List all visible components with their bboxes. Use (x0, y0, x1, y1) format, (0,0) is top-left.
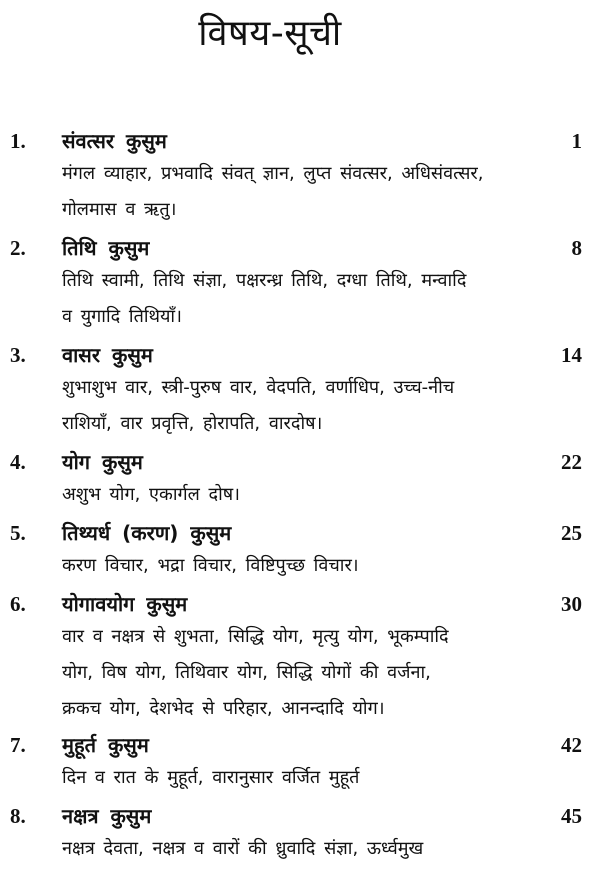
entry-description-line: क्रकच योग, देशभेद से परिहार, आनन्दादि योग। (62, 698, 385, 719)
entry-title: तिथ्यर्ध (करण) कुसुम (62, 521, 232, 545)
entry-title: मुहूर्त कुसुम (62, 733, 149, 757)
entry-title: योगावयोग कुसुम (62, 592, 188, 616)
entry-heading (0, 340, 600, 370)
entry-description-line: अशुभ योग, एकार्गल दोष। (62, 484, 240, 505)
toc-entry (0, 233, 600, 335)
entry-title: तिथि कुसुम (62, 236, 150, 260)
toc-entry (0, 589, 600, 727)
entry-heading (0, 801, 600, 831)
entry-number: 8. (10, 804, 26, 828)
entry-heading (0, 126, 600, 156)
entry-description-line: करण विचार, भद्रा विचार, विष्टिपुच्छ विचार। (62, 555, 359, 576)
entry-heading (0, 730, 600, 760)
entry-page-number: 30 (561, 592, 582, 616)
toc-entry (0, 447, 600, 513)
entry-description-line: तिथि स्वामी, तिथि संज्ञा, पक्षरन्ध्र तिथि, दग्धा तिथि, मन्वादि (62, 270, 467, 291)
entry-title: नक्षत्र कुसुम (62, 804, 152, 828)
entry-number: 7. (10, 733, 26, 757)
entry-description-line: शुभाशुभ वार, स्त्री-पुरुष वार, वेदपति, वर्णाधिप, उच्च-नीच (62, 377, 455, 398)
entry-title: वासर कुसुम (62, 343, 153, 367)
entry-page-number: 42 (561, 733, 582, 757)
entry-number: 5. (10, 521, 26, 545)
entry-page-number: 8 (571, 236, 582, 260)
entry-description-line: नक्षत्र देवता, नक्षत्र व वारों की ध्रुवादि संज्ञा, ऊर्ध्वमुख (62, 838, 424, 859)
toc-entry (0, 518, 600, 584)
entry-description-line: गोलमास व ऋतु। (62, 199, 177, 220)
toc-entry (0, 730, 600, 796)
entry-heading (0, 518, 600, 548)
entry-description-line: योग, विष योग, तिथिवार योग, सिद्धि योगों की वर्जना, (62, 662, 431, 683)
entry-description-line: वार व नक्षत्र से शुभता, सिद्धि योग, मृत्यु योग, भूकम्पादि (62, 626, 449, 647)
entry-heading (0, 233, 600, 263)
entry-page-number: 22 (561, 450, 582, 474)
entry-title: योग कुसुम (62, 450, 143, 474)
toc-entry (0, 126, 600, 228)
entry-page-number: 14 (561, 343, 582, 367)
toc-entry (0, 801, 600, 867)
entry-description-line: मंगल व्याहार, प्रभवादि संवत् ज्ञान, लुप्त संवत्सर, अधिसंवत्सर, (62, 163, 484, 184)
entry-number: 3. (10, 343, 26, 367)
entry-heading (0, 589, 600, 619)
entry-page-number: 45 (561, 804, 582, 828)
toc-entry (0, 340, 600, 442)
entry-description-line: राशियाँ, वार प्रवृत्ति, होरापति, वारदोष। (62, 413, 323, 434)
entry-number: 6. (10, 592, 26, 616)
page-title: विषय-सूची (198, 13, 342, 54)
entry-title: संवत्सर कुसुम (62, 129, 167, 153)
entry-number: 1. (10, 129, 26, 153)
entry-heading (0, 447, 600, 477)
entry-page-number: 25 (561, 521, 582, 545)
entry-page-number: 1 (571, 129, 582, 153)
entry-description-line: व युगादि तिथियाँ। (62, 306, 182, 327)
entry-number: 2. (10, 236, 26, 260)
entry-number: 4. (10, 450, 26, 474)
entry-description-line: दिन व रात के मुहूर्त, वारानुसार वर्जित मुहूर्त (62, 767, 360, 788)
